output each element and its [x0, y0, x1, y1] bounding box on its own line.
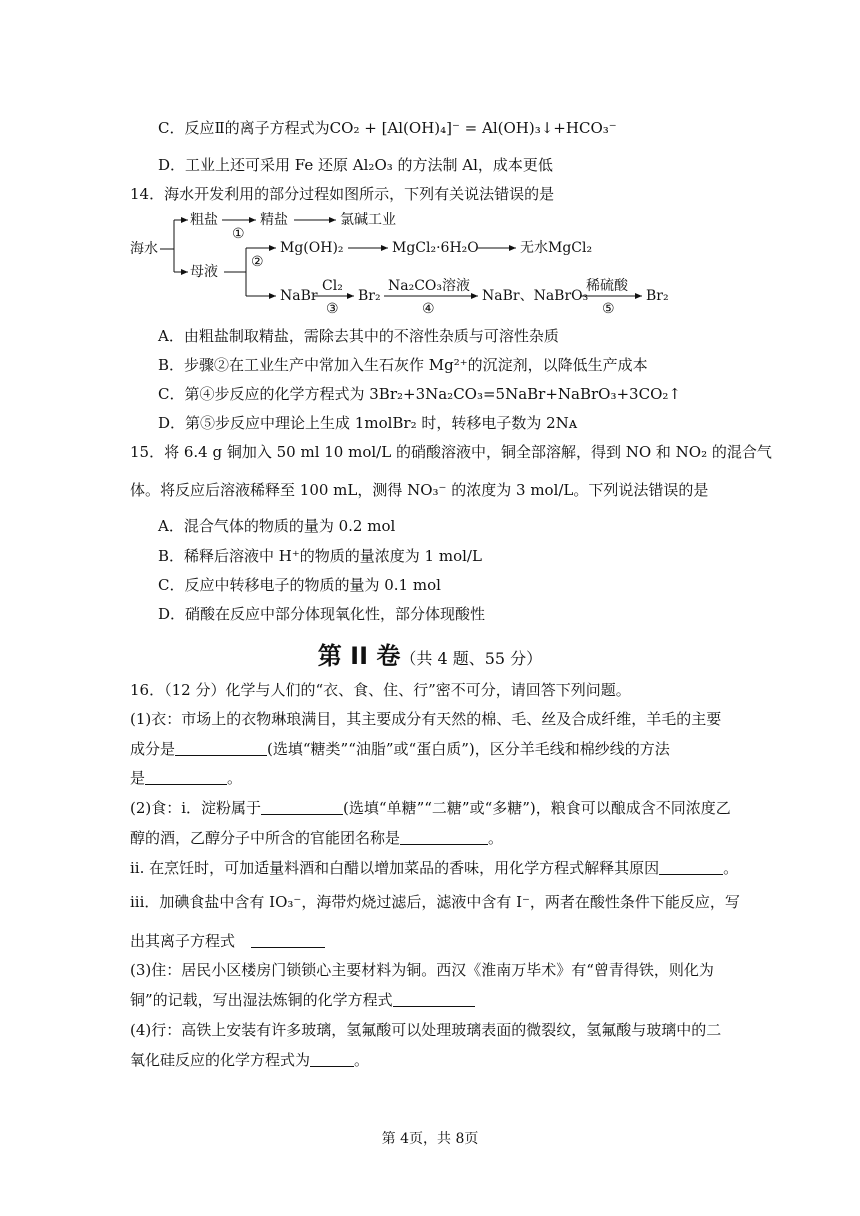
q16-part1-line3-text: 是 [130, 769, 146, 787]
answer-blank[interactable] [261, 800, 343, 815]
q15-option-d: D．硝酸在反应中部分体现氧化性，部分体现酸性 [158, 605, 486, 623]
q16-part2-line3-end: 。 [723, 859, 739, 877]
flow-step4: ④ [422, 301, 435, 316]
q14-option-a: A．由粗盐制取精盐，需除去其中的不溶性杂质与可溶性杂质 [158, 327, 559, 345]
q16-part4-line2-text: 氧化硅反应的化学方程式为 [130, 1051, 311, 1069]
q16-part4-line2 [130, 1050, 369, 1070]
q16-part2-line3-text: ii. 在烹饪时，可加适量料酒和白醋以增加菜品的香味，用化学方程式解释其原因 [130, 859, 660, 877]
flow-mgcl2-hydrate: MgCl₂·6H₂O [392, 240, 479, 256]
q16-part1-line3-end: 。 [227, 769, 243, 787]
answer-blank[interactable] [310, 1052, 354, 1067]
flow-dilute-acid: 稀硫酸 [586, 278, 628, 294]
q16-part2-line1 [130, 798, 731, 818]
section-note: （共 4 题、55 分） [400, 649, 543, 668]
q16-part2-text: (2)食：i．淀粉属于 [130, 799, 262, 817]
flow-products: NaBr、NaBrO₃ [482, 288, 589, 304]
flow-step3: ③ [326, 301, 339, 316]
q16-part2-line2 [130, 828, 503, 848]
q16-part1-line1: (1)衣：市场上的衣物琳琅满目，其主要成分有天然的棉、毛、丝及合成纤维，羊毛的主要 [130, 710, 722, 728]
q15-option-b: B．稀释后溶液中 H⁺的物质的量浓度为 1 mol/L [158, 547, 482, 565]
q13-option-d: D．工业上还可采用 Fe 还原 Al₂O₃ 的方法制 Al，成本更低 [158, 156, 553, 174]
q16-part3-line1: (3)住：居民小区楼房门锁锁心主要材料为铜。西汉《淮南万毕术》有“曾青得铁，则化为 [130, 961, 714, 979]
q15-option-c: C．反应中转移电子的物质的量为 0.1 mol [158, 576, 441, 594]
q14-option-d: D．第⑤步反应中理论上生成 1molBr₂ 时，转移电子数为 2Nᴀ [158, 414, 578, 432]
q15-option-a: A．混合气体的物质的量为 0.2 mol [158, 517, 396, 535]
answer-blank[interactable] [145, 770, 227, 785]
q16-part3-line2 [130, 990, 475, 1010]
flow-anhydrous-mgcl2: 无水MgCl₂ [520, 240, 593, 256]
flow-step2: ② [251, 254, 264, 270]
q15-stem-line2: 体。将反应后溶液稀释至 100 mL，测得 NO₃⁻ 的浓度为 3 mol/L。下列说法错误的是 [130, 481, 709, 499]
flow-seawater: 海水 [130, 241, 158, 257]
flow-br2: Br₂ [358, 288, 381, 304]
q14-option-b: B．步骤②在工业生产中常加入生石灰作 Mg²⁺的沉淀剂，以降低生产成本 [158, 356, 648, 374]
flow-chlor-alkali: 氯碱工业 [340, 212, 396, 228]
answer-blank[interactable] [400, 830, 488, 845]
flow-step5: ⑤ [602, 301, 615, 316]
section-title-text: 第 II 卷 [317, 642, 401, 670]
flow-fine-salt: 精盐 [260, 212, 288, 228]
section-title [0, 636, 860, 671]
seawater-flow-diagram [128, 204, 688, 316]
q15-stem-line1: 15．将 6.4 g 铜加入 50 ml 10 mol/L 的硝酸溶液中，铜全部溶解，得到 NO 和 NO₂ 的混合气 [130, 443, 772, 461]
q16-part1-text: 成分是 [130, 740, 176, 758]
answer-blank[interactable] [393, 992, 475, 1007]
answer-blank[interactable] [175, 741, 267, 756]
flow-cl2: Cl₂ [322, 278, 343, 294]
q16-part4-line1: (4)行：高铁上安装有许多玻璃，氢氟酸可以处理玻璃表面的微裂纹，氢氟酸与玻璃中的二 [130, 1021, 722, 1039]
answer-blank[interactable] [659, 860, 723, 875]
q16-part3-line2-text: 铜”的记载，写出湿法炼铜的化学方程式 [130, 991, 393, 1009]
q16-part4-line2-end: 。 [354, 1051, 370, 1069]
q16-stem: 16．（12 分）化学与人们的“衣、食、住、行”密不可分，请回答下列问题。 [130, 681, 631, 699]
flow-mother-liquor: 母液 [190, 264, 218, 280]
flow-mgoh2: Mg(OH)₂ [280, 240, 344, 256]
flow-na2co3: Na₂CO₃溶液 [388, 278, 471, 294]
q16-part2-line2-text: 醇的酒，乙醇分子中所含的官能团名称是 [130, 829, 401, 847]
q16-part1-line2 [130, 739, 670, 759]
q16-part1-line3 [130, 768, 242, 788]
flow-br2-final: Br₂ [646, 288, 669, 304]
flow-crude-salt: 粗盐 [190, 212, 218, 228]
q13-option-c: C．反应Ⅱ的离子方程式为CO₂ + [Al(OH)₄]⁻ = Al(OH)₃↓+HCO₃⁻ [158, 119, 617, 137]
q16-part2-line3 [130, 858, 738, 878]
flow-step1: ① [232, 226, 245, 242]
flow-nabr: NaBr [280, 288, 318, 304]
answer-blank[interactable] [251, 933, 325, 948]
page-footer: 第 4页，共 8页 [381, 1131, 479, 1147]
q14-option-c: C．第④步反应的化学方程式为 3Br₂+3Na₂CO₃=5NaBr+NaBrO₃+3CO₂↑ [158, 385, 681, 403]
q16-part2-line5-text: 出其离子方程式 [130, 932, 236, 950]
q14-stem: 14．海水开发利用的部分过程如图所示，下列有关说法错误的是 [130, 185, 555, 203]
q16-part2-line2-end: 。 [488, 829, 504, 847]
q16-part1-text-after: (选填“糖类”“油脂”或“蛋白质”)，区分羊毛线和棉纱线的方法 [267, 740, 670, 758]
q16-part2-line4: iii．加碘食盐中含有 IO₃⁻，海带灼烧过滤后，滤液中含有 I⁻，两者在酸性条件下能反应，写 [130, 893, 740, 911]
q16-part2-line5 [130, 931, 325, 951]
q16-part2-text-after: (选填“单糖”“二糖”或“多糖”)，粮食可以酿成含不同浓度乙 [343, 799, 731, 817]
